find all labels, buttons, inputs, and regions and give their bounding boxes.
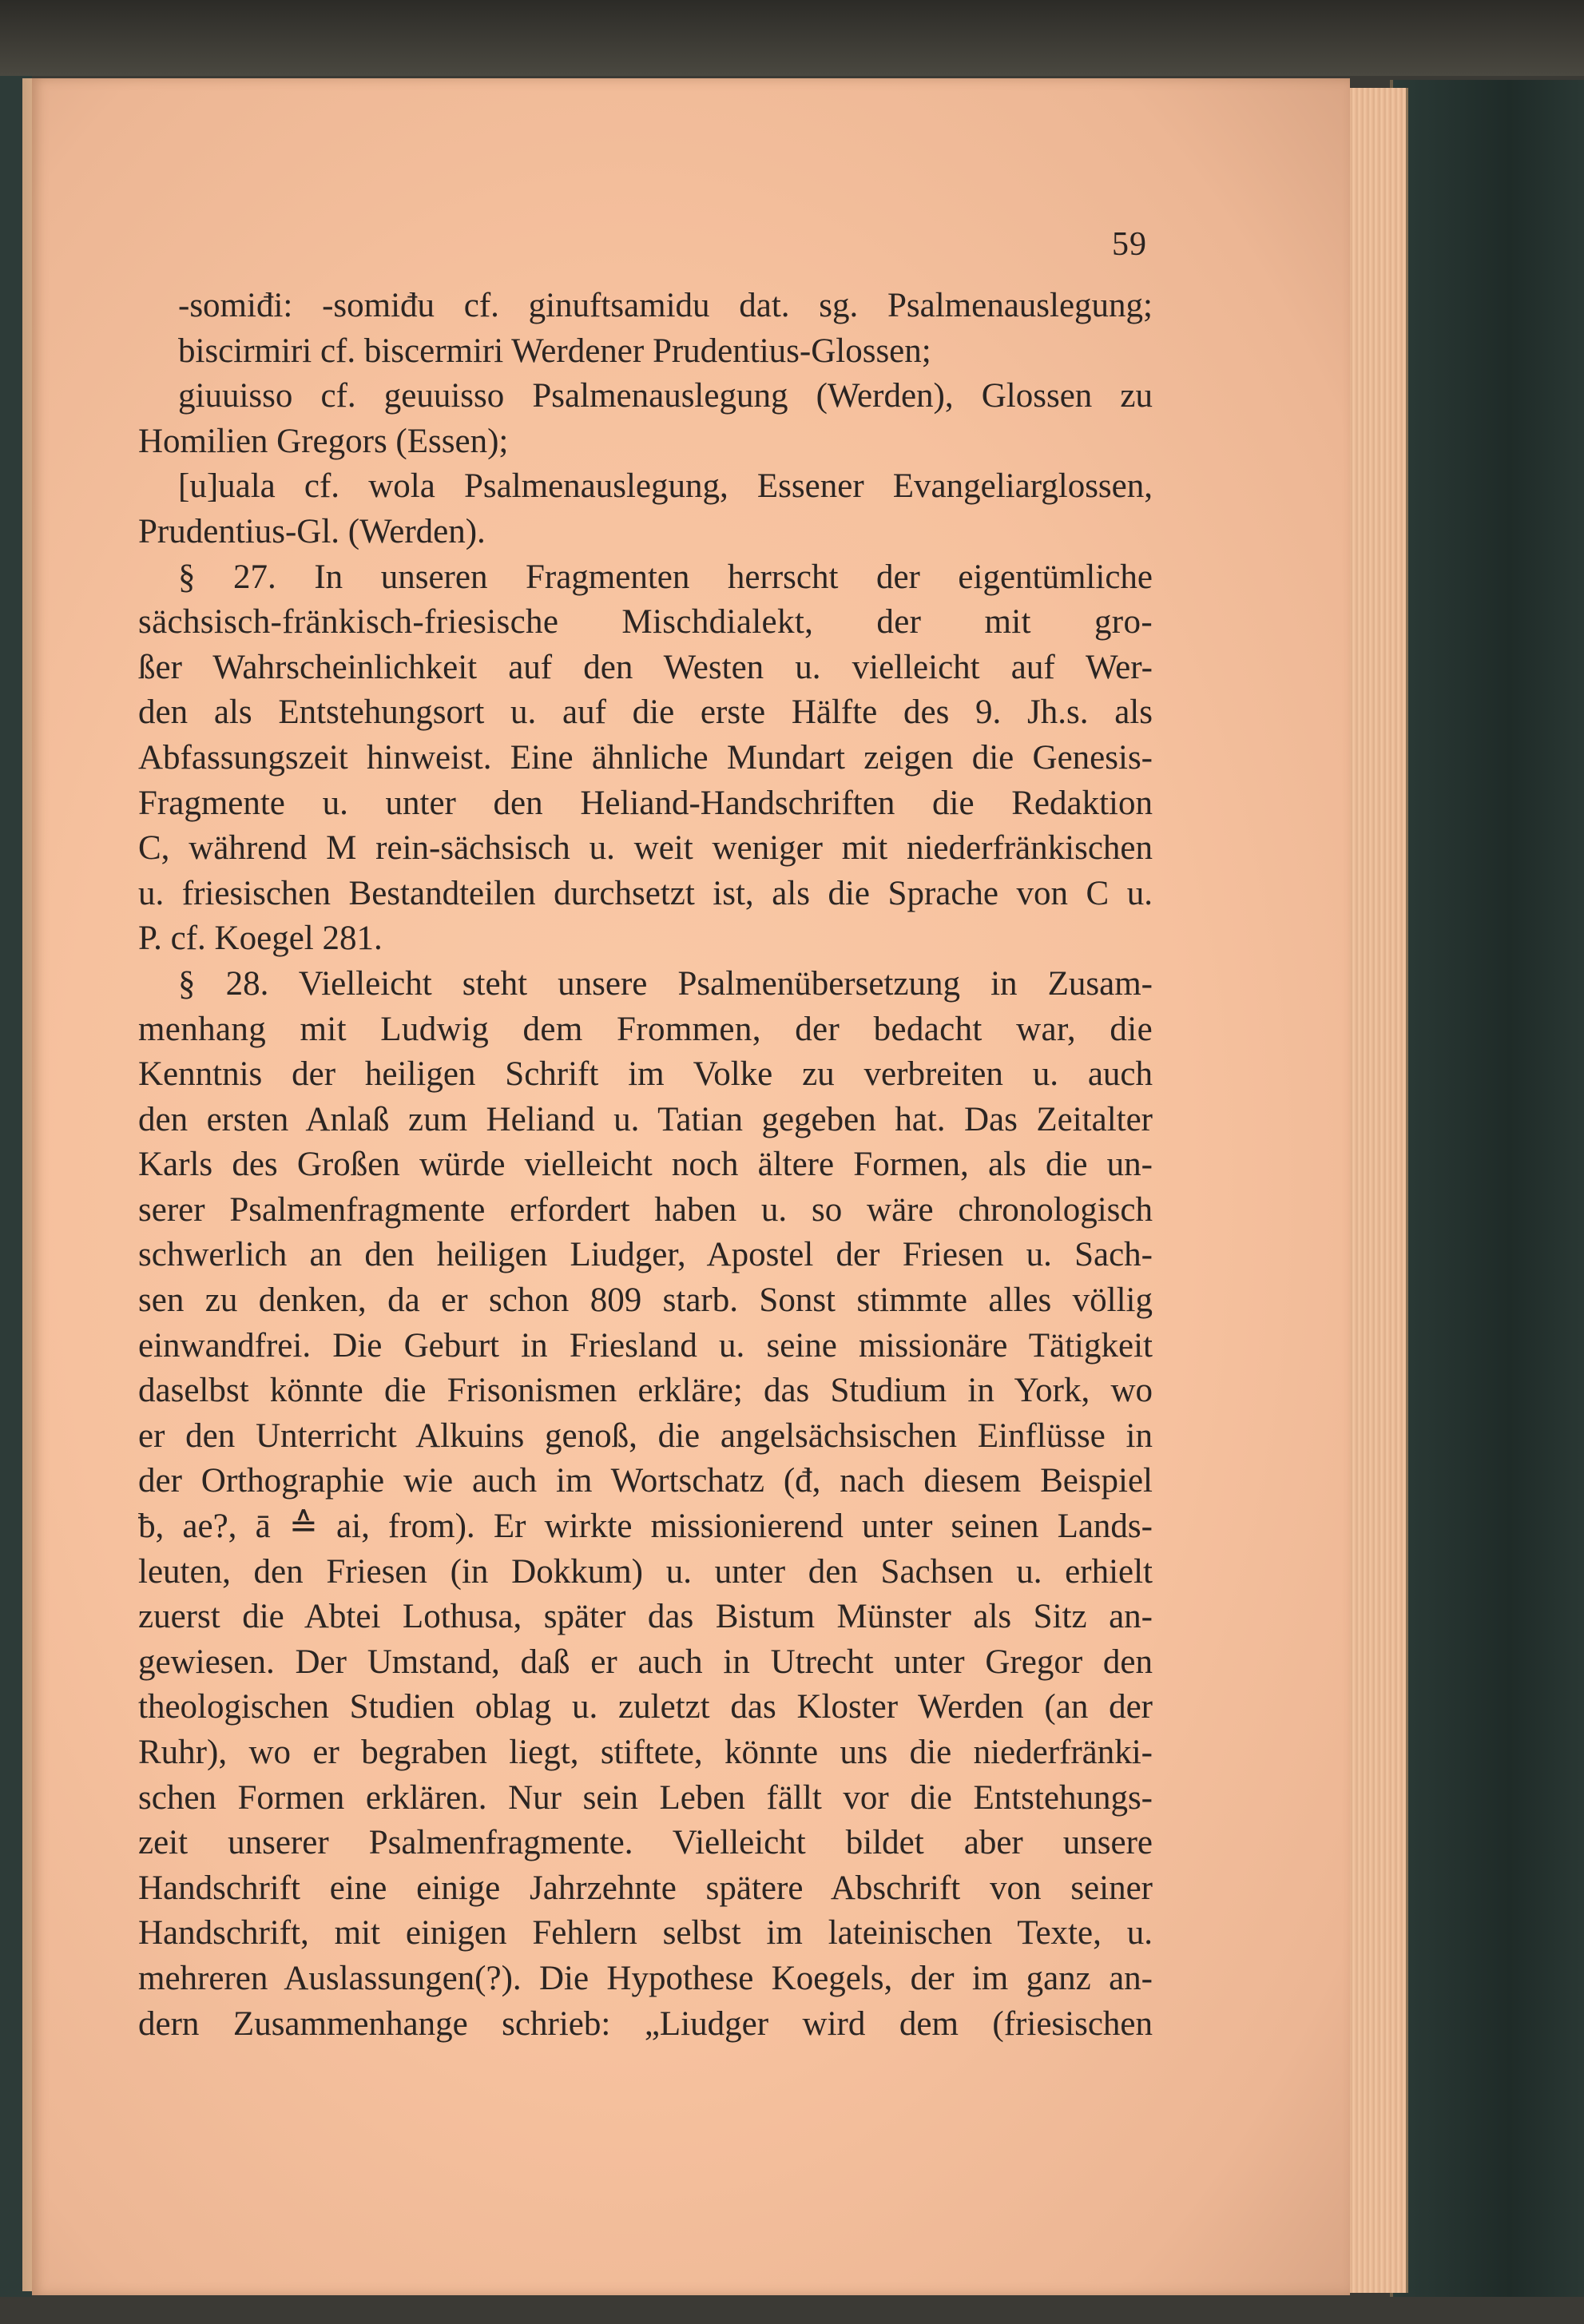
- text-line: den ersten Anlaß zum Heliand u. Tatian gegeben hat. Das Zeitalter: [138, 1100, 1153, 1138]
- text-line: ƀ, ae?, ā ≙ ai, from). Er wirkte missionierend unter seinen Lands-: [138, 1508, 1153, 1546]
- text-line: schen Formen erklären. Nur sein Leben fällt vor die Entstehungs-: [138, 1778, 1153, 1817]
- text-line: theologischen Studien oblag u. zuletzt das Kloster Werden (an der: [138, 1688, 1153, 1726]
- text-line: schwerlich an den heiligen Liudger, Apostel der Friesen u. Sach-: [138, 1236, 1153, 1274]
- text-line: den als Entstehungsort u. auf die erste Hälfte des 9. Jh.s. als: [138, 693, 1153, 732]
- text-line: biscirmiri cf. biscermiri Werdener Prudentius-Glossen;: [178, 332, 931, 370]
- text-line: Handschrift, mit einigen Fehlern selbst im lateinischen Texte, u.: [138, 1914, 1153, 1953]
- text-line: Karls des Großen würde vielleicht noch ältere Formen, als die un-: [138, 1146, 1153, 1184]
- text-line: Abfassungszeit hinweist. Eine ähnliche Mundart zeigen die Genesis-: [138, 738, 1153, 777]
- body-text: [138, 284, 1153, 2047]
- text-line: giuuisso cf. geuuisso Psalmenauslegung (Werden), Glossen zu: [178, 377, 1153, 415]
- text-line: § 27. In unseren Fragmenten herrscht der eigentümliche: [178, 558, 1153, 596]
- scan-backdrop: [0, 0, 1584, 76]
- text-line: daselbst könnte die Frisonismen erkläre; das Studium in York, wo: [138, 1372, 1153, 1410]
- text-line: sen zu denken, da er schon 809 starb. Sonst stimmte alles völlig: [138, 1281, 1153, 1320]
- page-number: 59: [1112, 226, 1147, 263]
- text-line: Homilien Gregors (Essen);: [138, 422, 509, 460]
- text-line: § 28. Vielleicht steht unsere Psalmenübersetzung in Zusam-: [178, 964, 1153, 1003]
- right-book-cover: [1390, 80, 1584, 2297]
- text-line: er den Unterricht Alkuins genoß, die angelsächsischen Einflüsse in: [138, 1416, 1153, 1455]
- text-line: C, während M rein-sächsisch u. weit weniger mit niederfränkischen: [138, 829, 1153, 868]
- text-line: mehreren Auslassungen(?). Die Hypothese Koegels, der im ganz an-: [138, 1959, 1153, 1997]
- page-block-edges: [1342, 88, 1408, 2293]
- text-line: Ruhr), wo er begraben liegt, stiftete, könnte uns die niederfränki-: [138, 1734, 1153, 1771]
- text-line: serer Psalmenfragmente erfordert haben u. so wäre chronologisch: [138, 1190, 1153, 1229]
- text-line: zuerst die Abtei Lothusa, später das Bistum Münster als Sitz an-: [138, 1598, 1153, 1636]
- text-line: zeit unserer Psalmenfragmente. Vielleicht bildet aber unsere: [138, 1824, 1153, 1862]
- text-line: Prudentius-Gl. (Werden).: [138, 512, 486, 550]
- text-line: der Orthographie wie auch im Wortschatz (đ, nach diesem Beispiel: [138, 1462, 1153, 1500]
- text-line: [u]uala cf. wola Psalmenauslegung, Essener Evangeliarglossen,: [178, 467, 1153, 506]
- text-line: Handschrift eine einige Jahrzehnte spätere Abschrift von seiner: [138, 1869, 1153, 1907]
- text-line: u. friesischen Bestandteilen durchsetzt ist, als die Sprache von C u.: [138, 874, 1153, 912]
- text-line: menhang mit Ludwig dem Frommen, der bedacht war, die: [138, 1010, 1153, 1048]
- text-line: Kenntnis der heiligen Schrift im Volke zu verbreiten u. auch: [138, 1055, 1153, 1094]
- text-line: sächsisch-fränkisch-friesische Mischdialekt, der mit gro-: [138, 603, 1153, 642]
- text-line: einwandfrei. Die Geburt in Friesland u. seine missionäre Tätigkeit: [138, 1326, 1153, 1365]
- text-line: -somiđi: -somiđu cf. ginuftsamidu dat. sg. Psalmenauslegung;: [178, 287, 1153, 324]
- text-line: Fragmente u. unter den Heliand-Handschriften die Redaktion: [138, 784, 1153, 822]
- text-line: P. cf. Koegel 281.: [138, 920, 383, 958]
- text-line: gewiesen. Der Umstand, daß er auch in Utrecht unter Gregor den: [138, 1643, 1153, 1681]
- text-line: leuten, den Friesen (in Dokkum) u. unter den Sachsen u. erhielt: [138, 1552, 1153, 1591]
- text-line: dern Zusammenhange schrieb: „Liudger wird dem (friesischen: [138, 2004, 1153, 2043]
- text-line: ßer Wahrscheinlichkeit auf den Westen u. vielleicht auf Wer-: [138, 648, 1153, 686]
